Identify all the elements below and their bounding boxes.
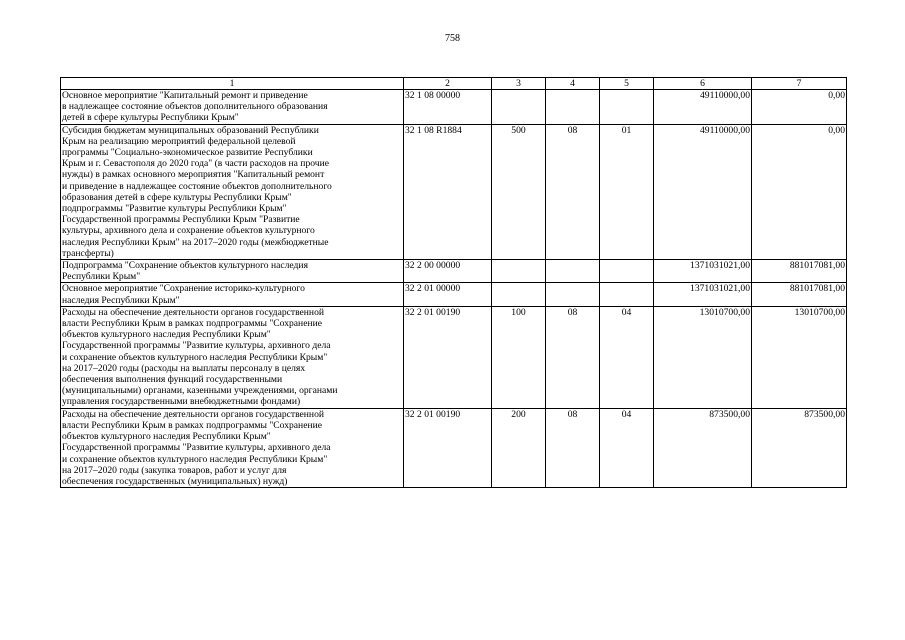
row-amount-7: 13010700,00	[752, 306, 847, 408]
row-code: 32 2 01 00000	[404, 283, 492, 306]
row-code: 32 2 01 00190	[404, 408, 492, 487]
row-amount-6: 1371031021,00	[654, 260, 752, 283]
row-amount-6: 49110000,00	[654, 124, 752, 259]
header-col-5: 5	[600, 78, 654, 90]
row-col-5: 04	[600, 306, 654, 408]
row-col-3	[492, 260, 546, 283]
table-row	[61, 124, 847, 259]
page-number: 758	[445, 33, 460, 44]
row-amount-6: 1371031021,00	[654, 283, 752, 306]
row-name: Основное мероприятие "Капитальный ремонт и приведение в надлежащее состояние объектов дополнительного образования детей в сфере культуры Республики Крым"	[61, 90, 404, 125]
header-col-6: 6	[654, 78, 752, 90]
row-amount-7: 0,00	[752, 90, 847, 125]
row-code: 32 2 01 00190	[404, 306, 492, 408]
header-col-4: 4	[546, 78, 600, 90]
row-amount-7: 881017081,00	[752, 260, 847, 283]
row-col-3: 500	[492, 124, 546, 259]
table-row	[61, 408, 847, 487]
row-amount-6: 873500,00	[654, 408, 752, 487]
table-row	[61, 260, 847, 283]
row-amount-6: 49110000,00	[654, 90, 752, 125]
row-name: Субсидия бюджетам муниципальных образований Республики Крым на реализацию мероприятий федеральной целевой программы "Социально-экономическое развитие Республики Крым и г. Севастополя до 2020 года" (в части расходов на прочие нужды) в рамках основного мероприятия "Капитальный ремонт и приведение в надлежащее состояние объектов дополнительного образования детей в сфере культуры Республики Крым" подпрограммы "Развитие культуры Республики Крым" Государственной программы Республики Крым "Развитие культуры, архивного дела и сохранение объектов культурного наследия Республики Крым" на 2017–2020 годы (межбюджетные трансферты)	[61, 124, 404, 259]
row-amount-7: 873500,00	[752, 408, 847, 487]
header-col-3: 3	[492, 78, 546, 90]
row-amount-7: 0,00	[752, 124, 847, 259]
row-code: 32 1 08 R1884	[404, 124, 492, 259]
row-col-3	[492, 90, 546, 125]
row-code: 32 2 00 00000	[404, 260, 492, 283]
header-col-1: 1	[61, 78, 404, 90]
row-col-5	[600, 283, 654, 306]
row-name: Основное мероприятие "Сохранение историко-культурного наследия Республики Крым"	[61, 283, 404, 306]
row-name: Подпрограмма "Сохранение объектов культурного наследия Республики Крым"	[61, 260, 404, 283]
row-amount-7: 881017081,00	[752, 283, 847, 306]
row-name: Расходы на обеспечение деятельности органов государственной власти Республики Крым в рамках подпрограммы "Сохранение объектов культурного наследия Республики Крым" Государственной программы "Развитие культуры, архивного дела и сохранение объектов культурного наследия Республики Крым" на 2017–2020 годы (расходы на выплаты персоналу в целях обеспечения выполнения функций государственными (муниципальными) органами, казенными учреждениями, органами управления государственными внебюджетными фондами)	[61, 306, 404, 408]
header-col-2: 2	[404, 78, 492, 90]
table-row	[61, 283, 847, 306]
row-col-4: 08	[546, 408, 600, 487]
row-col-5: 04	[600, 408, 654, 487]
header-col-7: 7	[752, 78, 847, 90]
row-col-5: 01	[600, 124, 654, 259]
row-col-4: 08	[546, 124, 600, 259]
table-row	[61, 306, 847, 408]
row-col-5	[600, 90, 654, 125]
row-col-4: 08	[546, 306, 600, 408]
row-col-4	[546, 90, 600, 125]
header-row	[61, 78, 847, 90]
budget-table	[60, 77, 847, 488]
row-col-3: 200	[492, 408, 546, 487]
row-code: 32 1 08 00000	[404, 90, 492, 125]
row-amount-6: 13010700,00	[654, 306, 752, 408]
row-col-4	[546, 260, 600, 283]
table-row	[61, 90, 847, 125]
row-col-3	[492, 283, 546, 306]
row-col-4	[546, 283, 600, 306]
row-name: Расходы на обеспечение деятельности органов государственной власти Республики Крым в рамках подпрограммы "Сохранение объектов культурного наследия Республики Крым" Государственной программы "Развитие культуры, архивного дела и сохранение объектов культурного наследия Республики Крым" на 2017–2020 годы (закупка товаров, работ и услуг для обеспечения государственных (муниципальных) нужд)	[61, 408, 404, 487]
row-col-3: 100	[492, 306, 546, 408]
row-col-5	[600, 260, 654, 283]
